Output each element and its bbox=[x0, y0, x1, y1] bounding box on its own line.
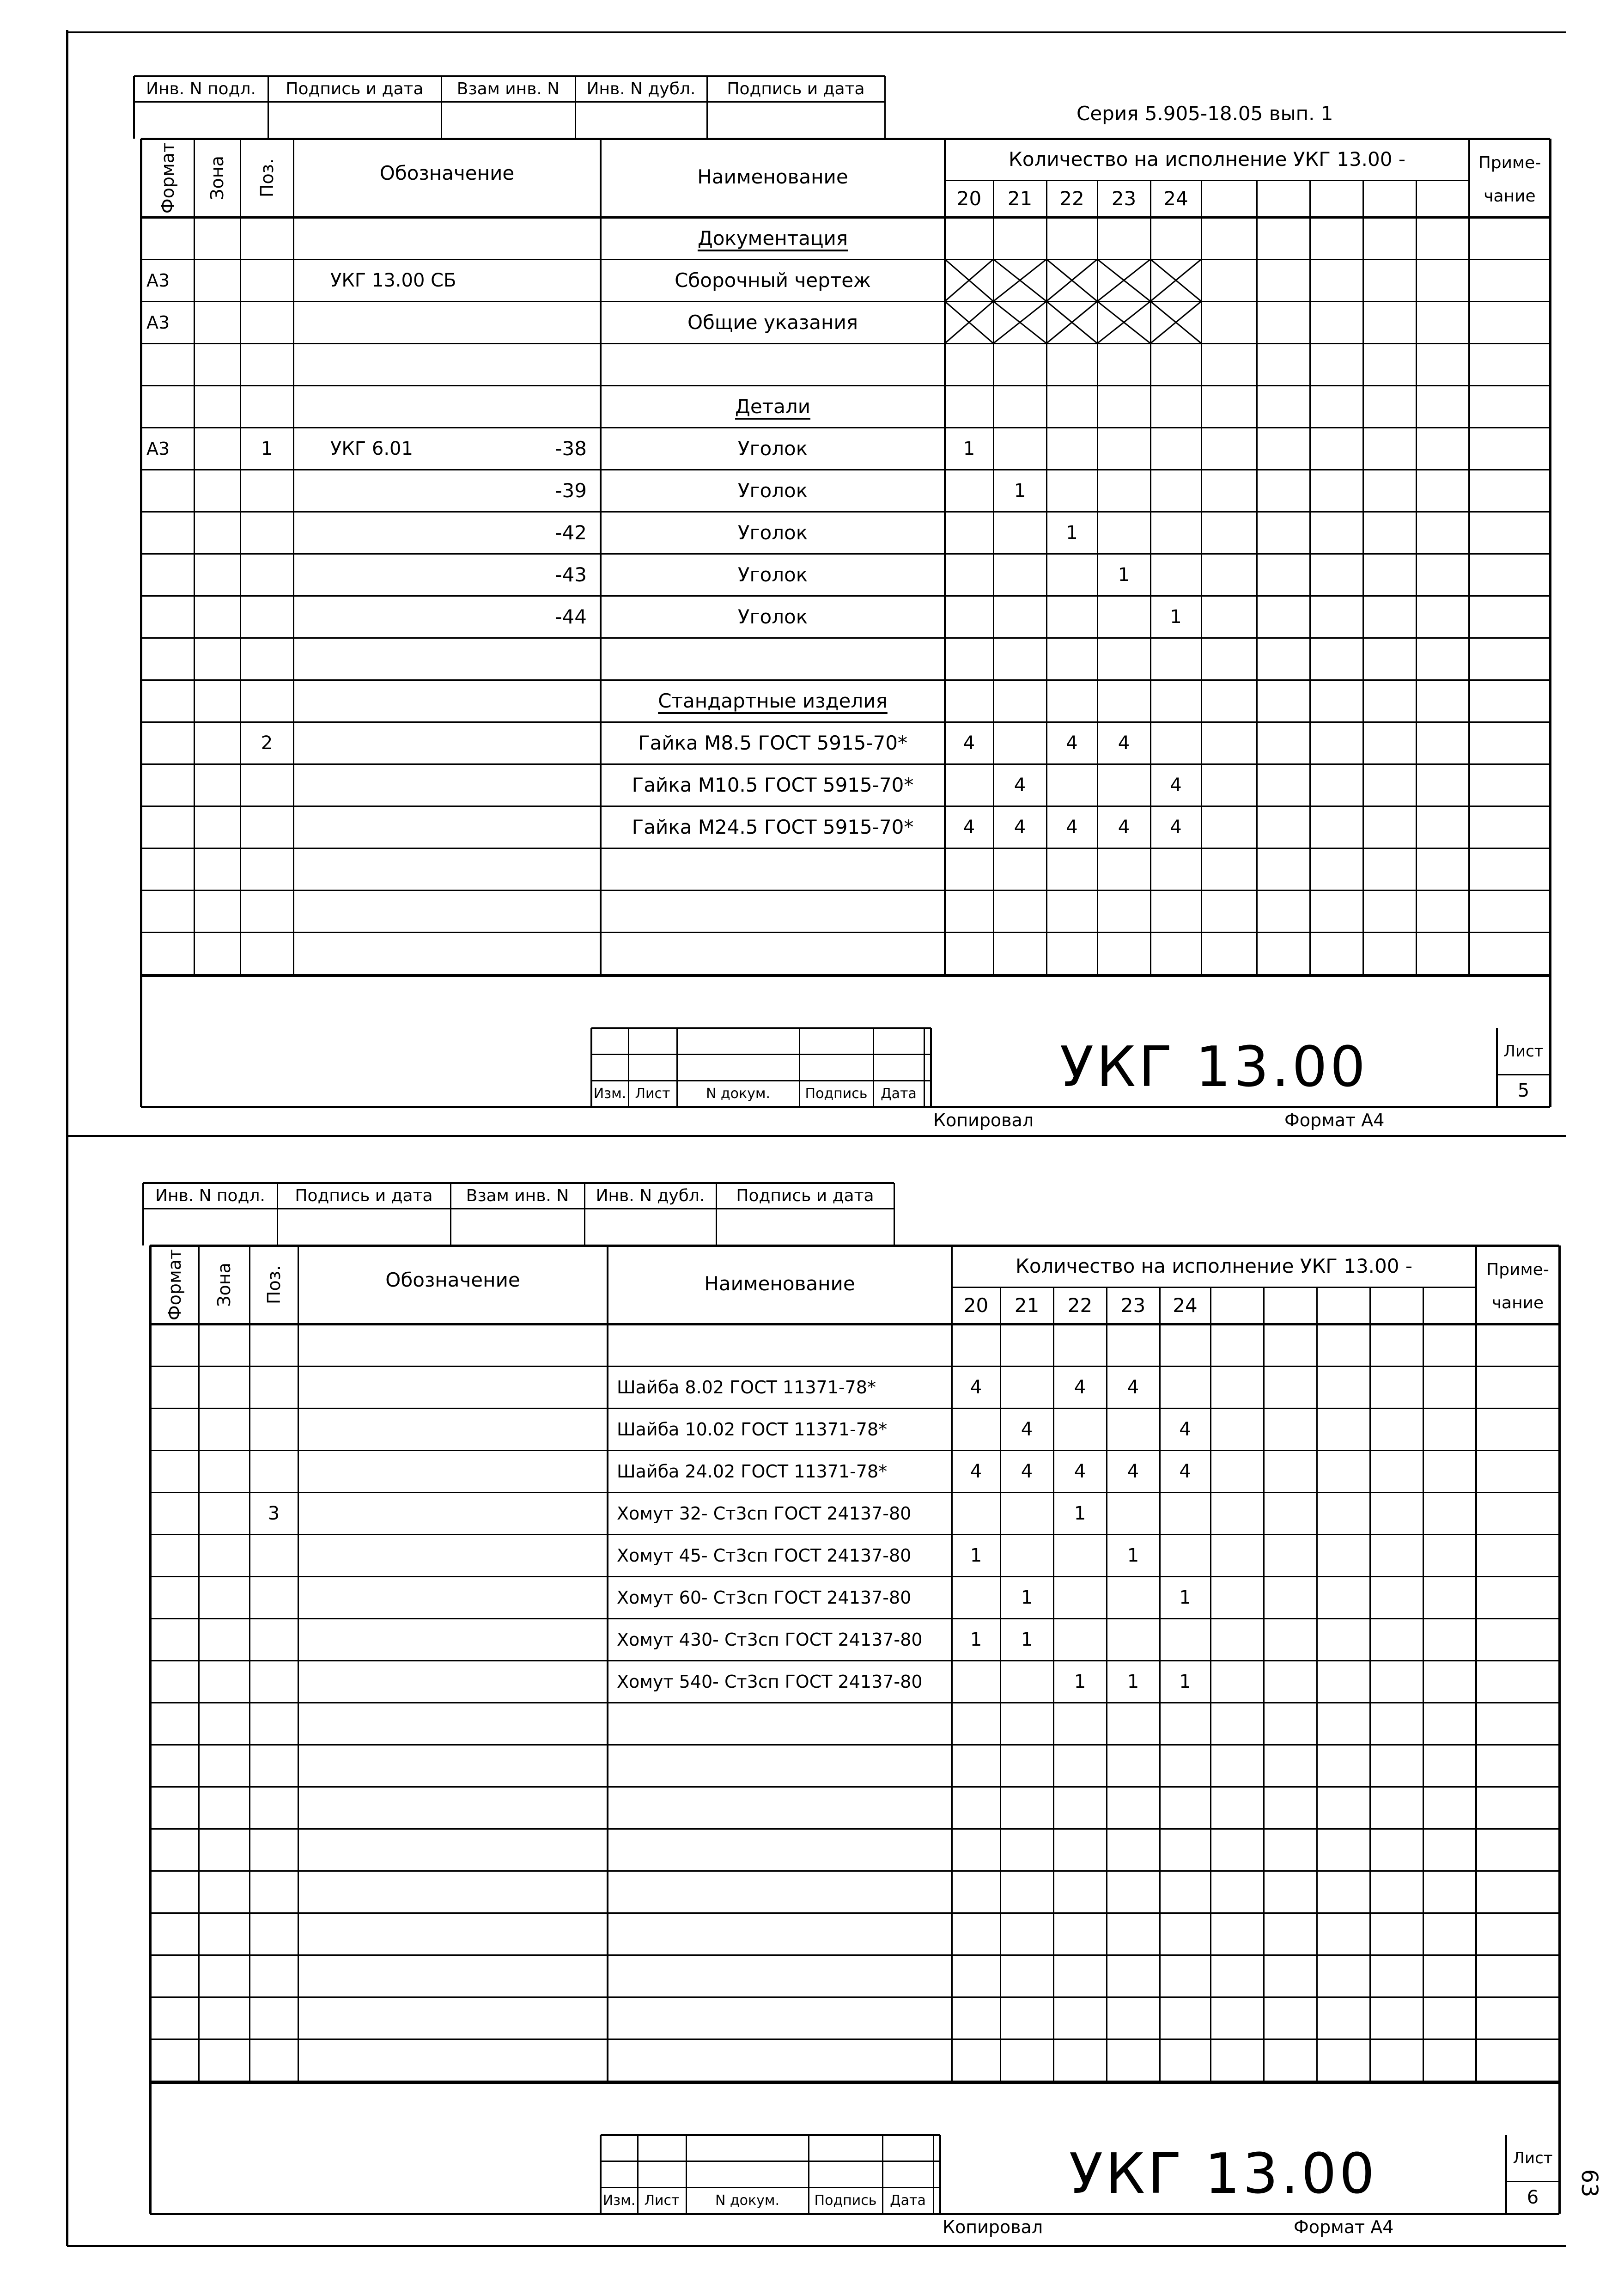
col-line bbox=[1362, 180, 1364, 974]
table-border-left bbox=[140, 139, 142, 1107]
item-name: Уголок bbox=[737, 437, 808, 460]
row-line bbox=[150, 1534, 1559, 1535]
qty-cell: 1 bbox=[1014, 480, 1026, 501]
page-border-left bbox=[66, 30, 68, 2246]
cross-mark bbox=[1097, 259, 1150, 301]
col-header-name: Наименование bbox=[697, 165, 848, 188]
qty-cell: 1 bbox=[1066, 522, 1078, 543]
stamp-inv-dup: Инв. N дубл. bbox=[586, 79, 696, 98]
cross-mark bbox=[993, 301, 1046, 343]
cross-mark bbox=[945, 259, 993, 301]
variant-24: 24 bbox=[1173, 1294, 1198, 1317]
row-line bbox=[141, 890, 1550, 891]
qty-cell: 4 bbox=[1127, 1460, 1139, 1482]
qty-cell: 1 bbox=[1179, 1587, 1191, 1608]
row-line bbox=[141, 385, 1550, 386]
qty-cell: 1 bbox=[1170, 606, 1182, 628]
qty-cell: 4 bbox=[1066, 732, 1078, 754]
qty-cell: 4 bbox=[1014, 774, 1026, 796]
cross-mark bbox=[1150, 301, 1201, 343]
col-line bbox=[1000, 1287, 1001, 2081]
variant-20: 20 bbox=[963, 1294, 989, 1317]
item-name: Хомут 45- Ст3сп ГОСТ 24137-80 bbox=[617, 1545, 912, 1566]
qty-cell: 1 bbox=[1118, 564, 1130, 586]
row-line bbox=[141, 301, 1550, 302]
col-line bbox=[1468, 139, 1470, 974]
table-border-top bbox=[150, 1245, 1559, 1247]
title-block-top bbox=[150, 2082, 1559, 2084]
qty-cell: 1 bbox=[1074, 1671, 1086, 1692]
designation-suffix: -44 bbox=[555, 605, 587, 628]
position-cell: 2 bbox=[261, 732, 273, 754]
item-name: Шайба 24.02 ГОСТ 11371-78* bbox=[617, 1461, 888, 1482]
table-border-top bbox=[141, 138, 1550, 140]
col-header-note-2: чание bbox=[1491, 1294, 1544, 1312]
title-label-sheet: Лист bbox=[644, 2192, 680, 2209]
col-line bbox=[600, 139, 602, 974]
series-label: Серия 5.905-18.05 вып. 1 bbox=[1077, 102, 1333, 125]
variant-22: 22 bbox=[1059, 187, 1084, 210]
stamp-sign-date-2: Подпись и дата bbox=[727, 79, 865, 98]
qty-header-divider bbox=[952, 1287, 1476, 1288]
qty-cell: 4 bbox=[970, 1460, 982, 1482]
cross-mark bbox=[1097, 301, 1150, 343]
qty-cell: 1 bbox=[970, 1544, 982, 1566]
row-line bbox=[141, 553, 1550, 555]
qty-cell: 1 bbox=[970, 1629, 982, 1650]
row-line bbox=[150, 1996, 1559, 1998]
stamp-sign-date: Подпись и дата bbox=[295, 1186, 433, 1205]
stamp-border bbox=[143, 1208, 894, 1209]
title-label-sheet: Лист bbox=[635, 1085, 670, 1102]
row-line bbox=[150, 1954, 1559, 1956]
title-label-docno: N докум. bbox=[715, 2192, 780, 2209]
designation-suffix: -42 bbox=[555, 521, 587, 544]
col-line bbox=[607, 1245, 608, 2081]
qty-cell: 4 bbox=[1014, 816, 1026, 838]
qty-cell: 4 bbox=[1021, 1418, 1033, 1440]
qty-cell: 4 bbox=[1170, 774, 1182, 796]
row-line bbox=[150, 1744, 1559, 1746]
qty-cell: 1 bbox=[1127, 1544, 1139, 1566]
col-line bbox=[1369, 1287, 1371, 2081]
title-label-change: Изм. bbox=[602, 2192, 636, 2209]
qty-header-divider bbox=[945, 180, 1469, 181]
row-line bbox=[141, 679, 1550, 681]
sheet-separator bbox=[67, 1135, 1566, 1137]
document-code: УКГ 13.00 bbox=[1059, 1035, 1369, 1099]
sheet-number: 6 bbox=[1527, 2187, 1539, 2208]
row-line bbox=[150, 1450, 1559, 1451]
page-border-bottom bbox=[67, 2245, 1566, 2247]
qty-cell: 4 bbox=[1021, 1460, 1033, 1482]
title-block-bottom bbox=[150, 2213, 1559, 2215]
table-header-bottom bbox=[141, 216, 1550, 219]
qty-cell: 4 bbox=[963, 816, 975, 838]
qty-cell: 1 bbox=[1021, 1587, 1033, 1608]
item-name: Гайка М24.5 ГОСТ 5915-70* bbox=[632, 815, 914, 838]
title-label-date: Дата bbox=[890, 2192, 926, 2209]
row-line bbox=[141, 595, 1550, 597]
stamp-border bbox=[441, 76, 442, 139]
page-number: 63 bbox=[1576, 2169, 1602, 2197]
row-line bbox=[150, 1576, 1559, 1577]
item-name: Хомут 60- Ст3сп ГОСТ 24137-80 bbox=[617, 1587, 912, 1608]
qty-cell: 4 bbox=[1118, 732, 1130, 754]
col-line bbox=[1256, 180, 1258, 974]
table-header-bottom bbox=[150, 1323, 1559, 1325]
cross-mark bbox=[1046, 301, 1097, 343]
designation-cell: УКГ 6.01 bbox=[330, 438, 413, 459]
title-label-signature: Подпись bbox=[805, 1085, 868, 1102]
cross-mark bbox=[945, 301, 993, 343]
sheet-no-divider bbox=[1497, 1074, 1550, 1075]
col-header-name: Наименование bbox=[704, 1272, 855, 1295]
col-line bbox=[1416, 180, 1417, 974]
row-line bbox=[150, 2039, 1559, 2040]
qty-cell: 4 bbox=[1127, 1376, 1139, 1398]
qty-cell: 1 bbox=[1179, 1671, 1191, 1692]
title-label-change: Изм. bbox=[593, 1085, 626, 1102]
stamp-border bbox=[134, 75, 885, 77]
row-line bbox=[141, 343, 1550, 344]
item-name: Уголок bbox=[737, 563, 808, 586]
qty-cell: 1 bbox=[1021, 1629, 1033, 1650]
col-line bbox=[198, 1245, 200, 2081]
col-header-pos: Поз. bbox=[256, 158, 277, 198]
stamp-sign-date: Подпись и дата bbox=[286, 79, 424, 98]
stamp-border bbox=[142, 1183, 144, 1245]
col-header-note-2: чание bbox=[1484, 187, 1536, 206]
copied-label: Копировал bbox=[943, 2217, 1043, 2237]
item-name: Хомут 430- Ст3сп ГОСТ 24137-80 bbox=[617, 1629, 923, 1650]
variant-23: 23 bbox=[1120, 1294, 1146, 1317]
title-block-inner-top bbox=[591, 1027, 931, 1029]
col-line bbox=[194, 139, 195, 974]
stamp-border bbox=[706, 76, 708, 139]
qty-cell: 4 bbox=[963, 732, 975, 754]
col-header-format: Формат bbox=[164, 1249, 185, 1321]
section-heading: Документация bbox=[697, 226, 848, 250]
title-label-date: Дата bbox=[881, 1085, 917, 1102]
stamp-border bbox=[143, 1182, 894, 1184]
designation-suffix: -38 bbox=[555, 437, 587, 460]
stamp-repl-inv: Взам инв. N bbox=[456, 79, 560, 98]
table-border-right bbox=[1558, 1245, 1561, 2083]
stamp-border bbox=[450, 1183, 451, 1245]
row-line bbox=[141, 721, 1550, 723]
variant-21: 21 bbox=[1014, 1294, 1040, 1317]
row-line bbox=[150, 1660, 1559, 1661]
title-row bbox=[601, 2187, 940, 2188]
col-header-pos: Поз. bbox=[263, 1265, 284, 1305]
position-cell: 1 bbox=[261, 438, 273, 459]
qty-cell: 4 bbox=[1179, 1460, 1191, 1482]
col-header-designation: Обозначение bbox=[379, 162, 515, 184]
row-line bbox=[141, 259, 1550, 260]
item-name: Общие указания bbox=[687, 311, 858, 334]
designation-cell: УКГ 13.00 СБ bbox=[330, 269, 456, 291]
item-name: Уголок bbox=[737, 479, 808, 502]
col-line bbox=[1423, 1287, 1424, 2081]
col-header-note: Приме- bbox=[1486, 1260, 1549, 1279]
position-cell: 3 bbox=[268, 1502, 280, 1524]
row-line bbox=[150, 1786, 1559, 1788]
row-line bbox=[150, 1870, 1559, 1872]
col-header-zone: Зона bbox=[207, 156, 227, 200]
row-line bbox=[141, 763, 1550, 765]
table-border-right bbox=[1549, 139, 1551, 976]
title-label-docno: N докум. bbox=[706, 1085, 771, 1102]
designation-suffix: -39 bbox=[555, 479, 587, 502]
variant-24: 24 bbox=[1163, 187, 1188, 210]
stamp-border bbox=[134, 101, 885, 103]
item-name: Хомут 32- Ст3сп ГОСТ 24137-80 bbox=[617, 1503, 912, 1524]
stamp-repl-inv: Взам инв. N bbox=[466, 1186, 569, 1205]
col-line bbox=[1263, 1287, 1265, 2081]
cross-mark bbox=[1150, 259, 1201, 301]
stamp-inv-orig: Инв. N подл. bbox=[155, 1186, 265, 1205]
qty-cell: 1 bbox=[1127, 1671, 1139, 1692]
format-cell: А3 bbox=[146, 312, 170, 333]
qty-cell: 4 bbox=[1118, 816, 1130, 838]
format-label: Формат А4 bbox=[1284, 1110, 1385, 1130]
section-heading: Стандартные изделия bbox=[658, 689, 888, 712]
item-name: Шайба 8.02 ГОСТ 11371-78* bbox=[617, 1377, 876, 1398]
sheet-label: Лист bbox=[1513, 2149, 1553, 2167]
stamp-border bbox=[894, 1183, 895, 1245]
qty-cell: 4 bbox=[1066, 816, 1078, 838]
item-name: Гайка М8.5 ГОСТ 5915-70* bbox=[638, 731, 907, 754]
qty-cell: 1 bbox=[963, 438, 975, 459]
title-label-signature: Подпись bbox=[814, 2192, 877, 2209]
stamp-border bbox=[716, 1183, 717, 1245]
variant-20: 20 bbox=[956, 187, 982, 210]
col-line bbox=[1309, 180, 1311, 974]
col-line bbox=[1475, 1245, 1477, 2081]
format-cell: А3 bbox=[146, 438, 170, 459]
qty-cell: 1 bbox=[1074, 1502, 1086, 1524]
row-line bbox=[150, 1912, 1559, 1914]
col-line bbox=[1316, 1287, 1318, 2081]
variant-22: 22 bbox=[1067, 1294, 1093, 1317]
stamp-border bbox=[584, 1183, 585, 1245]
row-line bbox=[141, 637, 1550, 639]
col-header-qty: Количество на исполнение УКГ 13.00 - bbox=[1016, 1255, 1412, 1277]
item-name: Уголок bbox=[737, 605, 808, 628]
variant-21: 21 bbox=[1007, 187, 1033, 210]
item-name: Сборочный чертеж bbox=[675, 269, 871, 292]
stamp-border bbox=[133, 76, 135, 139]
row-line bbox=[141, 427, 1550, 428]
qty-cell: 4 bbox=[1170, 816, 1182, 838]
row-line bbox=[141, 932, 1550, 933]
sheet-number: 5 bbox=[1517, 1080, 1530, 1101]
item-name: Уголок bbox=[737, 521, 808, 544]
item-name: Гайка М10.5 ГОСТ 5915-70* bbox=[632, 773, 914, 796]
title-block-inner-top bbox=[601, 2134, 940, 2136]
title-row bbox=[601, 2161, 940, 2162]
qty-cell: 4 bbox=[970, 1376, 982, 1398]
col-header-zone: Зона bbox=[214, 1263, 234, 1307]
col-line bbox=[298, 1245, 299, 2081]
row-line bbox=[141, 469, 1550, 470]
document-code: УКГ 13.00 bbox=[1069, 2142, 1378, 2206]
title-row bbox=[591, 1080, 931, 1081]
row-line bbox=[150, 1702, 1559, 1703]
col-header-qty: Количество на исполнение УКГ 13.00 - bbox=[1009, 148, 1405, 171]
row-line bbox=[150, 1618, 1559, 1619]
row-line bbox=[141, 848, 1550, 849]
col-header-format: Формат bbox=[157, 142, 178, 214]
copied-label: Копировал bbox=[933, 1110, 1034, 1130]
stamp-inv-dup: Инв. N дубл. bbox=[596, 1186, 705, 1205]
row-line bbox=[150, 1408, 1559, 1409]
row-line bbox=[150, 1492, 1559, 1493]
page-border-top bbox=[67, 31, 1566, 33]
title-block-bottom bbox=[141, 1106, 1550, 1108]
format-cell: А3 bbox=[146, 270, 170, 291]
title-block-top bbox=[141, 975, 1550, 977]
qty-cell: 4 bbox=[1074, 1376, 1086, 1398]
sheet-label: Лист bbox=[1503, 1042, 1544, 1061]
format-label: Формат А4 bbox=[1294, 2217, 1394, 2237]
row-line bbox=[150, 1828, 1559, 1830]
col-line bbox=[249, 1245, 250, 2081]
table-border-left bbox=[149, 1245, 152, 2214]
row-line bbox=[150, 1366, 1559, 1367]
sheet-no-divider bbox=[1506, 2181, 1559, 2182]
item-name: Шайба 10.02 ГОСТ 11371-78* bbox=[617, 1419, 888, 1440]
row-line bbox=[141, 806, 1550, 807]
title-row bbox=[591, 1054, 931, 1055]
stamp-border bbox=[575, 76, 576, 139]
col-header-note: Приме- bbox=[1478, 153, 1541, 172]
col-header-designation: Обозначение bbox=[385, 1269, 520, 1291]
qty-cell: 4 bbox=[1074, 1460, 1086, 1482]
stamp-inv-orig: Инв. N подл. bbox=[146, 79, 256, 98]
cross-mark bbox=[1046, 259, 1097, 301]
designation-suffix: -43 bbox=[555, 563, 587, 586]
stamp-border bbox=[884, 76, 886, 139]
qty-cell: 4 bbox=[1179, 1418, 1191, 1440]
col-line bbox=[293, 139, 294, 974]
variant-23: 23 bbox=[1111, 187, 1137, 210]
col-line bbox=[240, 139, 241, 974]
row-line bbox=[141, 511, 1550, 513]
cross-mark bbox=[993, 259, 1046, 301]
col-line bbox=[951, 1245, 953, 2081]
item-name: Хомут 540- Ст3сп ГОСТ 24137-80 bbox=[617, 1671, 923, 1692]
stamp-sign-date-2: Подпись и дата bbox=[736, 1186, 874, 1205]
section-heading: Детали bbox=[735, 395, 810, 418]
